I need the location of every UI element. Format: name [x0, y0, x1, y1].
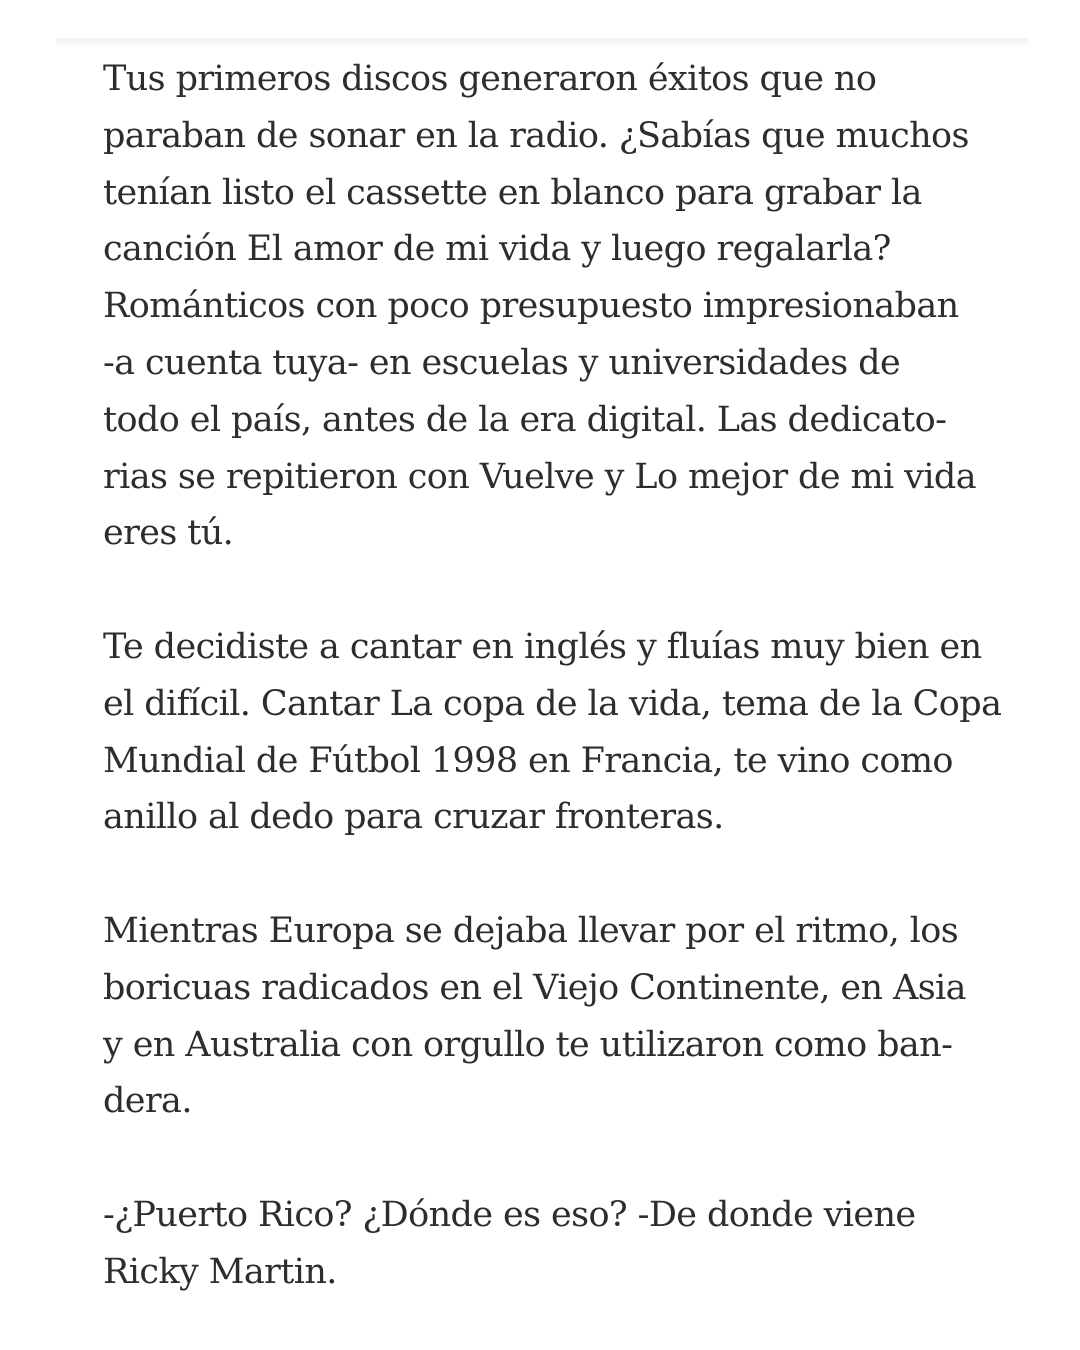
text-line: boricuas radicados en el Viejo Continente, en Asia: [103, 967, 966, 1008]
text-line: tenían listo el cassette en blanco para grabar la: [103, 172, 922, 213]
paragraph-3: [103, 903, 988, 1130]
text-line: Mientras Europa se dejaba llevar por el ritmo, los: [103, 910, 959, 951]
text-line: y en Australia con orgullo te utilizaron como ban-: [103, 1024, 953, 1065]
paragraph-4: [103, 1187, 988, 1301]
text-line: dera.: [103, 1081, 192, 1122]
paragraph-2: [103, 619, 1002, 846]
text-line: -¿Puerto Rico? ¿Dónde es eso? -De donde viene: [103, 1194, 916, 1235]
text-line: anillo al dedo para cruzar fronteras.: [103, 797, 724, 838]
text-line: eres tú.: [103, 513, 234, 554]
article-body: [103, 51, 1002, 1301]
text-line: paraban de sonar en la radio. ¿Sabías que muchos: [103, 115, 969, 156]
text-line: Románticos con poco presupuesto impresionaban: [103, 286, 959, 327]
text-line: -a cuenta tuya- en escuelas y universidades de: [103, 342, 901, 383]
text-line: Tus primeros discos generaron éxitos que no: [103, 59, 877, 99]
text-line: Te decidiste a cantar en inglés y fluías muy bien en: [103, 626, 982, 667]
text-line: Ricky Martin.: [103, 1251, 337, 1292]
text-line: Mundial de Fútbol 1998 en Francia, te vino como: [103, 740, 953, 781]
top-card-edge: [56, 38, 1028, 48]
text-line: todo el país, antes de la era digital. Las dedicato-: [103, 399, 947, 440]
text-line: canción El amor de mi vida y luego regalarla?: [103, 229, 891, 270]
text-line: rias se repitieron con Vuelve y Lo mejor de mi vida: [103, 456, 977, 497]
text-line: el difícil. Cantar La copa de la vida, tema de la Copa: [103, 683, 1002, 724]
paragraph-1: [103, 51, 988, 562]
